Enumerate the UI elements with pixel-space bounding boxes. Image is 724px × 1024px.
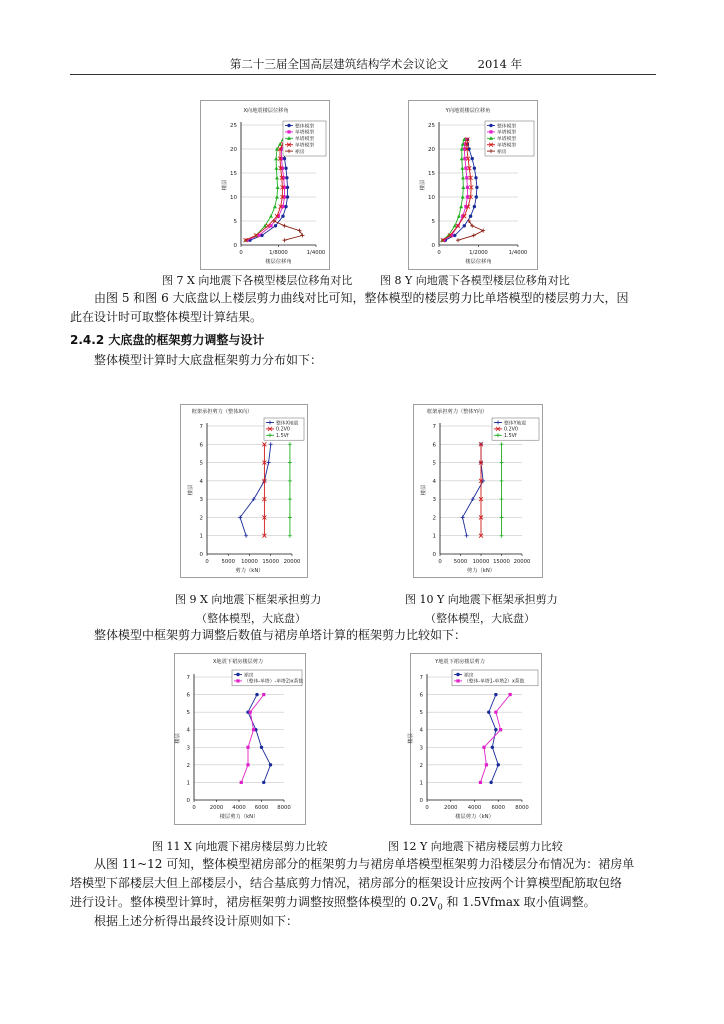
figure-9-subcaption: （整体模型，大底盘）	[196, 612, 306, 625]
data-point	[269, 224, 272, 227]
x-tick-label: 20000	[513, 559, 531, 565]
y-axis-label: 楼层	[408, 733, 414, 744]
x-tick-label: 6000	[491, 805, 505, 811]
legend-marker	[287, 130, 290, 133]
x-tick-label: 20000	[283, 559, 301, 565]
legend-label: 裙房	[464, 673, 474, 679]
paragraph-4-line-3a: 进行设计。整体模型计算时，裙房框架剪力调整按照整体模型的 0.2V	[70, 895, 438, 909]
legend-label: 0.2V0	[276, 427, 290, 433]
data-point	[469, 215, 472, 218]
paragraph-4-line-2: 塔模型下部楼层大但上部楼层小，结合基底剪力情况，裙房部分的框架设计应按两个计算模型配筋取包络	[70, 876, 623, 890]
data-point	[453, 234, 456, 237]
data-point	[284, 205, 287, 208]
chart-title: X向地震楼层位移角	[243, 108, 289, 114]
data-point	[262, 781, 265, 784]
data-point	[475, 186, 478, 189]
header-year: 2014 年	[477, 57, 523, 71]
data-point	[497, 763, 500, 766]
y-tick-label: 3	[419, 745, 423, 752]
x-tick-label: 4000	[467, 805, 482, 811]
legend-label: 1.5Vf	[504, 434, 517, 440]
figure-10-caption: 图 10 Y 向地震下框架承担剪力	[405, 593, 558, 606]
y-tick-label: 5	[233, 219, 237, 225]
y-tick-label: 4	[186, 727, 190, 734]
paragraph-5: 根据上述分析得出最终设计原则如下：	[94, 914, 299, 928]
y-tick-label: 7	[199, 424, 203, 430]
paragraph-1-line-1: 由图 5 和图 6 大底盘以上楼层剪力曲线对比可知，整体模型的楼层剪力比单塔模型的楼层剪力大，因	[94, 291, 629, 305]
data-point	[286, 195, 289, 198]
y-tick-label: 6	[199, 442, 203, 449]
figure-12-chart	[410, 653, 542, 825]
data-point	[283, 157, 286, 160]
x-tick-label: 5000	[221, 559, 235, 565]
page-header	[98, 56, 654, 72]
y-axis-label: 楼层	[188, 484, 194, 496]
x-tick-label: 0	[437, 250, 441, 256]
figure-9-chart	[180, 404, 308, 578]
data-point	[482, 746, 485, 749]
legend-marker	[236, 673, 239, 676]
data-point	[463, 157, 466, 160]
y-tick-label: 4	[419, 727, 423, 734]
y-tick-label: 10	[428, 195, 435, 201]
legend-label: 整体Y地震	[504, 421, 527, 427]
legend-marker	[456, 679, 459, 682]
data-point	[464, 167, 467, 170]
y-tick-label: 5	[186, 710, 190, 717]
y-tick-label: 3	[432, 497, 436, 504]
legend-label: 整体模型	[295, 124, 315, 130]
chart-title: Y地震下裙房楼层剪力	[435, 659, 485, 665]
paragraph-4-line-3b: 和 1.5Vfmax 取小值调整。	[442, 895, 596, 909]
figure-11-chart	[174, 653, 306, 825]
x-tick-label: 5000	[453, 559, 468, 565]
data-point	[286, 186, 289, 189]
data-point	[509, 693, 512, 696]
y-tick-label: 0	[233, 243, 237, 249]
x-tick-label: 15000	[493, 559, 510, 565]
y-tick-label: 6	[419, 692, 423, 699]
data-point	[491, 746, 494, 749]
data-point	[260, 746, 263, 749]
data-point	[489, 781, 492, 784]
paragraph-1-line-2: 此在设计时可取整体模型计算结果。	[70, 310, 263, 324]
x-tick-label: 15000	[262, 559, 280, 565]
legend-marker	[456, 673, 459, 676]
x-tick-label: 8000	[515, 805, 529, 811]
y-tick-label: 1	[432, 533, 436, 540]
figure-10-chart	[413, 404, 543, 578]
legend-label: 单塔模型	[497, 137, 517, 143]
figure-8-caption: 图 8 Y 向地震下各模型楼层位移角对比	[380, 274, 570, 287]
legend-label: （整体-单塔）-单塔2)x系数	[244, 679, 304, 685]
data-point	[470, 157, 473, 160]
chart-title: X地震下裙房楼层剪力	[212, 659, 264, 665]
y-tick-label: 5	[419, 710, 423, 717]
y-tick-label: 0	[419, 798, 423, 804]
legend-label: 0.2V0	[504, 427, 518, 433]
data-point	[494, 728, 497, 731]
data-point	[479, 781, 482, 784]
x-axis-label: 楼层剪力（kN）	[455, 814, 494, 820]
data-point	[262, 693, 265, 696]
paragraph-3: 整体模型中框架剪力调整后数值与裙房单塔计算的框架剪力比较如下：	[94, 628, 467, 642]
x-tick-label: 1/4000	[508, 250, 528, 256]
data-point	[246, 746, 249, 749]
figure-12-caption: 图 12 Y 向地震下裙房楼层剪力比较	[388, 840, 563, 853]
chart-title: Y向地震楼层位移角	[445, 108, 491, 114]
figure-10-subcaption: （整体模型，大底盘）	[425, 612, 535, 625]
data-point	[494, 693, 497, 696]
legend-marker	[489, 124, 492, 127]
x-axis-label: 剪力（kN）	[466, 568, 496, 574]
legend-label: 裙房	[295, 149, 305, 155]
x-tick-label: 0	[205, 559, 209, 565]
data-point	[269, 763, 272, 766]
data-point	[473, 205, 476, 208]
legend-marker	[287, 124, 290, 127]
x-axis-label: 楼层位移角	[265, 259, 292, 265]
y-tick-label: 3	[199, 497, 203, 504]
paragraph-2: 整体模型计算时大底盘框架剪力分布如下：	[94, 353, 323, 367]
legend-label: （整体-单塔1-单塔2）x系数	[464, 679, 525, 685]
y-tick-label: 2	[419, 762, 423, 769]
legend-label: 整体模型	[497, 124, 517, 130]
data-point	[466, 186, 469, 189]
x-tick-label: 4000	[232, 805, 246, 811]
y-tick-label: 1	[186, 780, 190, 787]
y-tick-label: 20	[230, 147, 237, 153]
x-tick-label: 8000	[277, 805, 291, 811]
y-tick-label: 6	[432, 442, 436, 449]
paragraph-4-line-1: 从图 11~12 可知，整体模型裙房部分的框架剪力与裙房单塔模型框架剪力沿楼层分布情况为：裙房单	[94, 857, 635, 871]
legend-marker	[236, 679, 239, 682]
legend-label: 1.5Vf	[276, 434, 289, 440]
x-tick-label: 0	[192, 805, 196, 811]
data-point	[473, 167, 476, 170]
y-tick-label: 15	[230, 171, 237, 177]
y-tick-label: 7	[419, 675, 423, 681]
data-point	[487, 710, 490, 713]
y-tick-label: 6	[186, 692, 190, 699]
x-axis-label: 剪力（kN）	[235, 568, 264, 574]
data-point	[246, 763, 249, 766]
data-point	[463, 224, 466, 227]
y-axis-label: 楼层	[222, 179, 228, 191]
data-point	[252, 728, 255, 731]
data-point	[465, 176, 468, 179]
y-tick-label: 1	[199, 533, 203, 540]
figure-8-chart	[408, 100, 538, 270]
y-tick-label: 5	[199, 460, 203, 467]
x-tick-label: 0	[239, 250, 243, 256]
figure-9-caption: 图 9 X 向地震下框架承担剪力	[175, 593, 322, 606]
data-point	[494, 711, 497, 714]
v0-subscript: 0	[437, 902, 443, 912]
figure-7-chart	[200, 100, 330, 270]
y-tick-label: 2	[186, 762, 190, 769]
y-tick-label: 0	[432, 552, 436, 558]
y-tick-label: 1	[419, 780, 423, 787]
y-tick-label: 5	[431, 219, 435, 225]
data-point	[499, 728, 502, 731]
chart-title: 框架承担剪力（整体Y向）	[426, 409, 488, 415]
legend-label: 单塔模型	[497, 130, 517, 136]
x-tick-label: 2000	[444, 805, 458, 811]
section-heading: 2.4.2 大底盘的框架剪力调整与设计	[70, 333, 265, 347]
y-tick-label: 0	[431, 243, 435, 249]
x-tick-label: 10000	[241, 559, 258, 565]
x-tick-label: 1/4000	[306, 250, 326, 256]
x-axis-label: 楼层剪力（kN）	[219, 814, 259, 820]
data-point	[274, 224, 277, 227]
x-tick-label: 1/2000	[469, 250, 488, 256]
y-tick-label: 3	[186, 745, 190, 752]
chart-title: 框架承担剪力（整体X向）	[191, 409, 253, 415]
data-point	[485, 763, 488, 766]
y-tick-label: 4	[199, 478, 203, 485]
y-tick-label: 10	[230, 195, 237, 201]
data-point	[285, 176, 288, 179]
figure-7-caption: 图 7 X 向地震下各模型楼层位移角对比	[162, 274, 353, 287]
x-tick-label: 0	[438, 559, 442, 565]
header-title: 第二十三届全国高层建筑结构学术会议论文	[229, 57, 449, 71]
x-tick-label: 0	[425, 805, 429, 811]
y-axis-label: 楼层	[420, 179, 426, 191]
paragraph-4	[70, 855, 656, 916]
data-point	[281, 215, 284, 218]
legend-label: 裙房	[497, 149, 507, 155]
y-tick-label: 20	[428, 147, 435, 153]
y-tick-label: 25	[230, 123, 237, 129]
x-axis-label: 楼层位移角	[465, 259, 492, 265]
legend-label: 单塔模型	[497, 143, 517, 149]
y-axis-label: 楼层	[421, 484, 427, 496]
y-tick-label: 0	[186, 798, 190, 804]
data-point	[284, 167, 287, 170]
y-tick-label: 7	[432, 424, 436, 430]
data-point	[475, 195, 478, 198]
data-point	[466, 195, 469, 198]
x-tick-label: 10000	[472, 559, 490, 565]
data-point	[240, 781, 243, 784]
y-tick-label: 4	[432, 478, 436, 485]
data-point	[249, 711, 252, 714]
header-rule	[70, 74, 656, 75]
legend-label: 裙房	[244, 673, 254, 679]
figure-11-caption: 图 11 X 向地震下裙房楼层剪力比较	[152, 840, 328, 853]
x-tick-label: 6000	[254, 805, 269, 811]
legend-label: 单塔模型	[295, 143, 315, 149]
y-tick-label: 7	[186, 675, 190, 681]
legend-label: 整体X地震	[276, 421, 299, 427]
y-axis-label: 楼层	[175, 733, 181, 744]
x-tick-label: 1/8000	[269, 250, 288, 256]
data-point	[255, 693, 258, 696]
y-tick-label: 5	[432, 460, 436, 467]
paragraph-1	[70, 289, 656, 327]
legend-label: 单塔模型	[295, 130, 315, 136]
data-point	[474, 176, 477, 179]
y-tick-label: 0	[199, 552, 203, 558]
y-tick-label: 15	[428, 171, 435, 177]
x-tick-label: 2000	[209, 805, 224, 811]
y-tick-label: 25	[428, 123, 435, 129]
legend-label: 单塔模型	[295, 137, 315, 143]
y-tick-label: 2	[199, 515, 203, 522]
y-tick-label: 2	[432, 515, 436, 522]
legend-marker	[489, 130, 492, 133]
